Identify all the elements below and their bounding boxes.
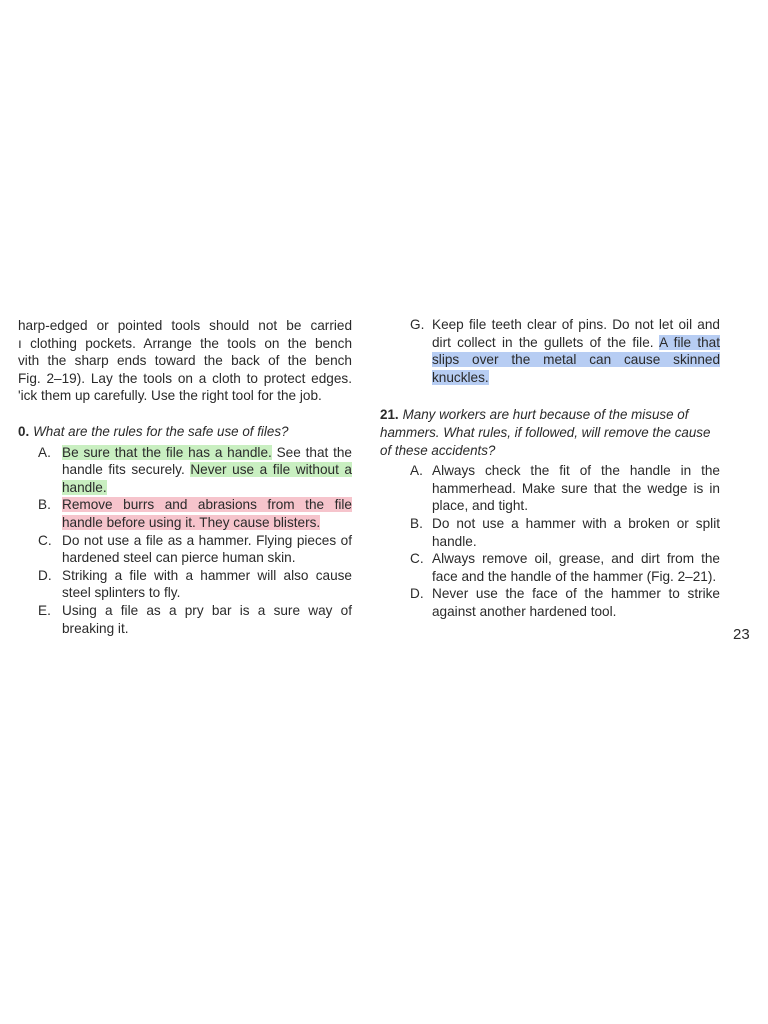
item-text bbox=[62, 602, 352, 637]
intro-line: vith the sharp ends toward the back of the bench bbox=[18, 353, 352, 369]
item-letter: A. bbox=[38, 444, 51, 460]
item-text bbox=[62, 496, 352, 531]
intro-line: 'ick them up carefully. Use the right tool for the job. bbox=[18, 388, 322, 404]
list-item bbox=[38, 532, 352, 567]
list-item bbox=[38, 567, 352, 602]
item-text bbox=[432, 585, 720, 620]
item-letter: C. bbox=[410, 551, 424, 567]
item-text bbox=[432, 462, 720, 515]
right-column bbox=[380, 313, 720, 621]
highlighted-text: Never use a file without a handle. bbox=[62, 462, 352, 495]
item-text bbox=[62, 444, 352, 497]
rule-list bbox=[380, 462, 720, 620]
question-heading bbox=[18, 423, 352, 441]
question-number: 21. bbox=[380, 407, 399, 423]
item-letter: G. bbox=[410, 317, 425, 332]
question-heading bbox=[380, 406, 720, 459]
list-item bbox=[38, 602, 352, 637]
text-run: See that the handle fits securely. bbox=[62, 444, 352, 478]
list-item bbox=[38, 496, 352, 531]
item-text bbox=[62, 532, 352, 567]
rule-list bbox=[380, 316, 720, 386]
item-text bbox=[62, 567, 352, 602]
intro-line: Fig. 2–19). Lay the tools on a cloth to protect edges. bbox=[18, 370, 352, 386]
item-text bbox=[432, 316, 720, 386]
list-item bbox=[410, 515, 720, 550]
item-letter: A. bbox=[410, 463, 423, 479]
item-letter: B. bbox=[38, 497, 51, 513]
highlighted-text: Be sure that the file has a handle. bbox=[62, 444, 272, 460]
left-column bbox=[18, 317, 352, 637]
highlighted-text: A file that slips over the metal can cause skinned knuckles. bbox=[432, 334, 721, 385]
text-run: Never use the face of the hammer to strike against another hardened tool. bbox=[432, 586, 720, 619]
text-run: Always check the fit of the handle in the hammerhead. Make sure that the wedge is in place, and tight. bbox=[432, 463, 720, 514]
question-number: 0. bbox=[18, 423, 30, 439]
list-item bbox=[410, 316, 720, 386]
list-item bbox=[410, 462, 720, 515]
text-run: Keep file teeth clear of pins. Do not let oil and dirt collect in the gullets of the file. bbox=[432, 317, 720, 350]
text-run: Striking a file with a hammer will also cause steel splinters to fly. bbox=[62, 567, 352, 601]
item-text bbox=[432, 515, 720, 550]
text-run: Do not use a file as a hammer. Flying pieces of hardened steel can pierce human skin. bbox=[62, 532, 352, 566]
text-run: Using a file as a pry bar is a sure way of breaking it. bbox=[62, 602, 352, 636]
item-letter: B. bbox=[410, 515, 423, 531]
item-text bbox=[432, 550, 720, 585]
item-letter: D. bbox=[410, 586, 424, 602]
intro-line: harp-edged or pointed tools should not be carried bbox=[18, 318, 352, 333]
highlighted-text: Remove burrs and abrasions from the file handle before using it. They cause blisters. bbox=[62, 497, 352, 530]
item-letter: C. bbox=[38, 532, 52, 548]
text-run: Always remove oil, grease, and dirt from the face and the handle of the hammer (Fig. 2–21). bbox=[432, 551, 720, 584]
list-item bbox=[410, 550, 720, 585]
item-letter: E. bbox=[38, 602, 51, 618]
list-item bbox=[38, 444, 352, 497]
list-item bbox=[410, 585, 720, 620]
intro-paragraph bbox=[18, 317, 352, 405]
item-letter: D. bbox=[38, 567, 52, 583]
page-number: 23 bbox=[733, 626, 750, 643]
question-text: What are the rules for the safe use of files? bbox=[33, 423, 289, 439]
intro-line: ı clothing pockets. Arrange the tools on the bench bbox=[18, 335, 352, 351]
question-text: Many workers are hurt because of the misuse of hammers. What rules, if followed, will remove the cause of these accidents? bbox=[380, 407, 711, 458]
text-run: Do not use a hammer with a broken or split handle. bbox=[432, 515, 720, 549]
rule-list bbox=[18, 444, 352, 638]
